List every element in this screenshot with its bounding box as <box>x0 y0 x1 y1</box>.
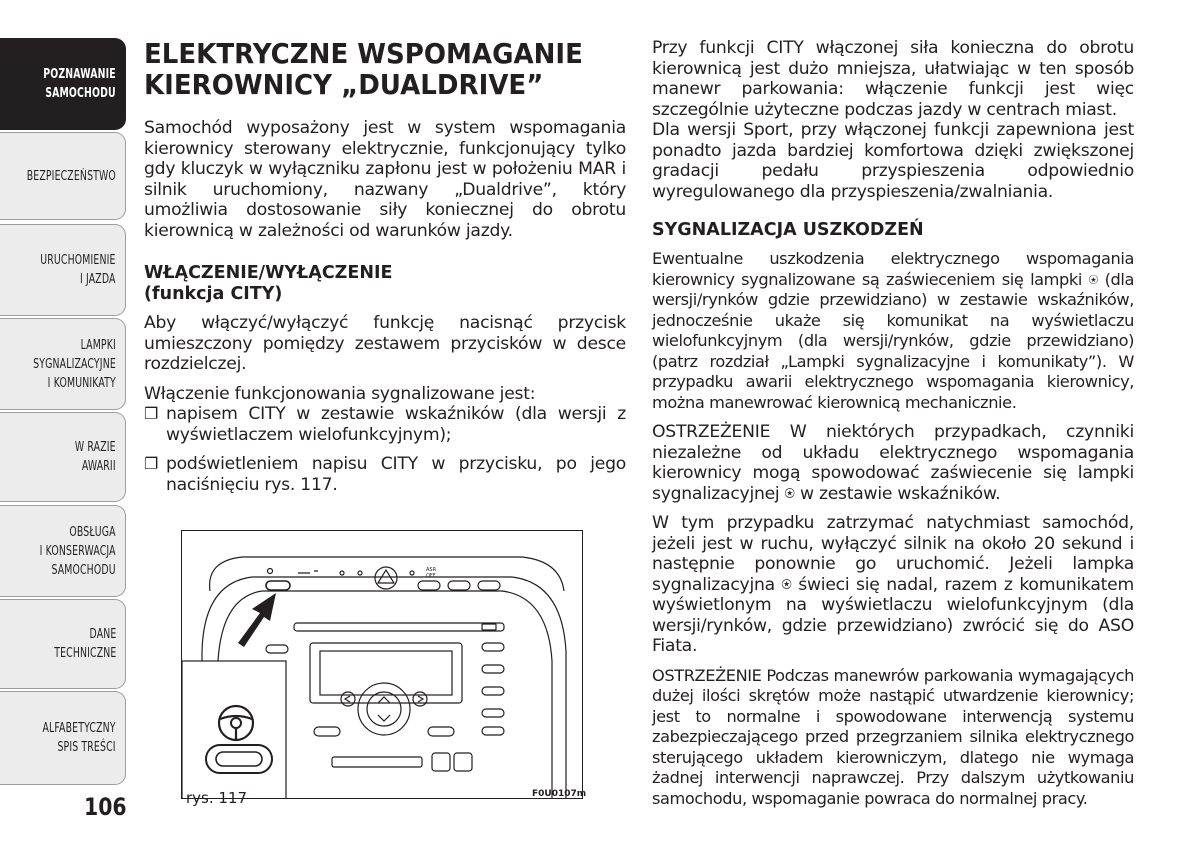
checkbox-bullet-icon: ❐ <box>144 404 159 423</box>
right-paragraph-1: Przy funkcji CITY włączonej siła konieczna do obrotu kierownicą jest dużo mniejsza, ułatwiając w ten sposób manewr parkowania: włączenie funkcji jest więc szczególnie użyteczne podczas jazdy w centrach miast. <box>652 38 1134 120</box>
section1-paragraph-2: Włączenie funkcjonowania sygnalizowane jest: <box>144 383 536 404</box>
tab-label: OBSŁUGA I KONSERWACJA SAMOCHODU <box>39 524 117 578</box>
dashboard-figure <box>181 530 583 799</box>
section2-paragraph-2: OSTRZEŻENIE W niektórych przypadkach, czynniki niezależne od układu elektrycznego wspomagania kierownicy mogą spowodować zaświecenie się lampki sygnalizacyjnej ⍟ w zestawie wskaźników. <box>652 422 1134 504</box>
tab-lampki-sygnalizacyjne[interactable] <box>0 318 126 410</box>
tab-w-razie-awarii[interactable] <box>0 412 126 502</box>
city-button-inset <box>182 661 286 799</box>
tab-alfabetyczny-spis-tresci[interactable] <box>0 691 126 785</box>
tab-dane-techniczne[interactable] <box>0 599 126 689</box>
off-label: OFF <box>426 573 436 579</box>
bullet-text: podświetleniem napisu CITY w przycisku, po jego naciśnięciu rys. 117. <box>166 454 626 495</box>
left-column <box>144 38 626 495</box>
figure-code: F0U0107m <box>532 789 587 799</box>
tab-label: POZNAWANIE SAMOCHODU <box>43 67 117 101</box>
list-item <box>144 404 626 445</box>
page-title: ELEKTRYCZNE WSPOMAGANIE KIEROWNICY „DUALDRIVE” <box>144 37 583 101</box>
tab-label: W RAZIE AWARII <box>75 440 116 474</box>
tab-poznawanie-samochodu[interactable] <box>0 38 126 130</box>
section2-paragraph-4: OSTRZEŻENIE Podczas manewrów parkowania wymagających dużej ilości skrętów może nastąpić utwardzenie kierownicy; jest to normalne i spowodowane interwencją systemu zabezpieczającego przed przegrzaniem silnika elektrycznego sterującego układem kierowniczym, dlatego nie wymaga żadnej interwencji naprawczej. Przy dalszym użytkowaniu samochodu, wspomaganie powraca do normalnej pracy. <box>652 665 1134 808</box>
section2-paragraph-3: W tym przypadku zatrzymać natychmiast samochód, jeżeli jest w ruchu, wyłączyć silnik na około 20 sekund i następnie ponownie go uruchomić. Jeżeli lampka sygnalizacyjna ⍟ świeci się nadal, razem z komunikatem wyświetlonym na wyświetlaczu wielofunkcyjnym (dla wersji/rynków, gdzie przewidziano) zwrócić się do ASO Fiata. <box>652 513 1134 656</box>
right-paragraph-2: Dla wersji Sport, przy włączonej funkcji zapewniona jest ponadto jazda bardziej komfortowa dzięki zwiększonej gradacji pedału przyspieszenia odpowiednio wyregulowanego dla przyspieszenia/zwalniania. <box>652 120 1134 202</box>
tab-label: URUCHOMIENIE I JAZDA <box>40 253 116 287</box>
page-number: 106 <box>84 793 127 821</box>
tab-obsluga-i-konserwacja[interactable] <box>0 505 126 597</box>
checkbox-bullet-icon: ❐ <box>144 454 159 473</box>
intro-paragraph: Samochód wyposażony jest w system wspomagania kierownicy sterowany elektrycznie, funkcjonujący tylko gdy kluczyk w wyłączniku zapłonu jest w położeniu MAR i silnik uruchomiony, nazwany „Dualdrive”, który umożliwia dostosowanie siły koniecznej do obrotu kierownicą w zależności od warunków jazdy. <box>144 118 626 241</box>
bullet-text: napisem CITY w zestawie wskaźników (dla wersji z wyświetlaczem wielofunkcyjnym); <box>166 404 626 445</box>
tab-label: DANE TECHNICZNE <box>53 627 116 661</box>
pointing-arrow-icon <box>238 593 276 647</box>
figure-caption: rys. 117 <box>186 789 248 807</box>
list-item <box>144 454 626 495</box>
section-heading-wlaczenie: WŁĄCZENIE/WYŁĄCZENIE (funkcja CITY) <box>144 263 393 304</box>
section2-paragraph-1: Ewentualne uszkodzenia elektrycznego wspomagania kierownicy sygnalizowane są zaświeceniem się lampki ⍟ (dla wersji/rynków gdzie przewidziano) w zestawie wskaźników, jednocześnie ukaże się komunikat na wyświetlaczu wielofunkcyjnym (dla wersji/rynków, gdzie przewidziano) (patrz rozdział „Lampki sygnalizacyjne i komunikaty”). W przypadku awarii elektrycznego wspomagania kierownicy, można manewrować kierownicą mechanicznie. <box>652 249 1134 412</box>
asr-label: ASR <box>426 567 437 573</box>
dashboard-illustration <box>182 531 583 799</box>
tab-label: ALFABETYCZNY SPIS TREŚCI <box>42 721 116 755</box>
tab-bezpieczenstwo[interactable] <box>0 132 126 220</box>
tab-uruchomienie-i-jazda[interactable] <box>0 224 126 316</box>
right-column <box>652 38 1134 809</box>
section-heading-sygnalizacja: SYGNALIZACJA USZKODZEŃ <box>652 220 924 240</box>
tab-label: BEZPIECZEŃSTWO <box>26 168 116 184</box>
section1-paragraph-1: Aby włączyć/wyłączyć funkcję nacisnąć przycisk umieszczony pomiędzy zestawem przycisków w desce rozdzielczej. <box>144 313 626 374</box>
tab-label: LAMPKI SYGNALIZACYJNE I KOMUNIKATY <box>33 337 116 391</box>
